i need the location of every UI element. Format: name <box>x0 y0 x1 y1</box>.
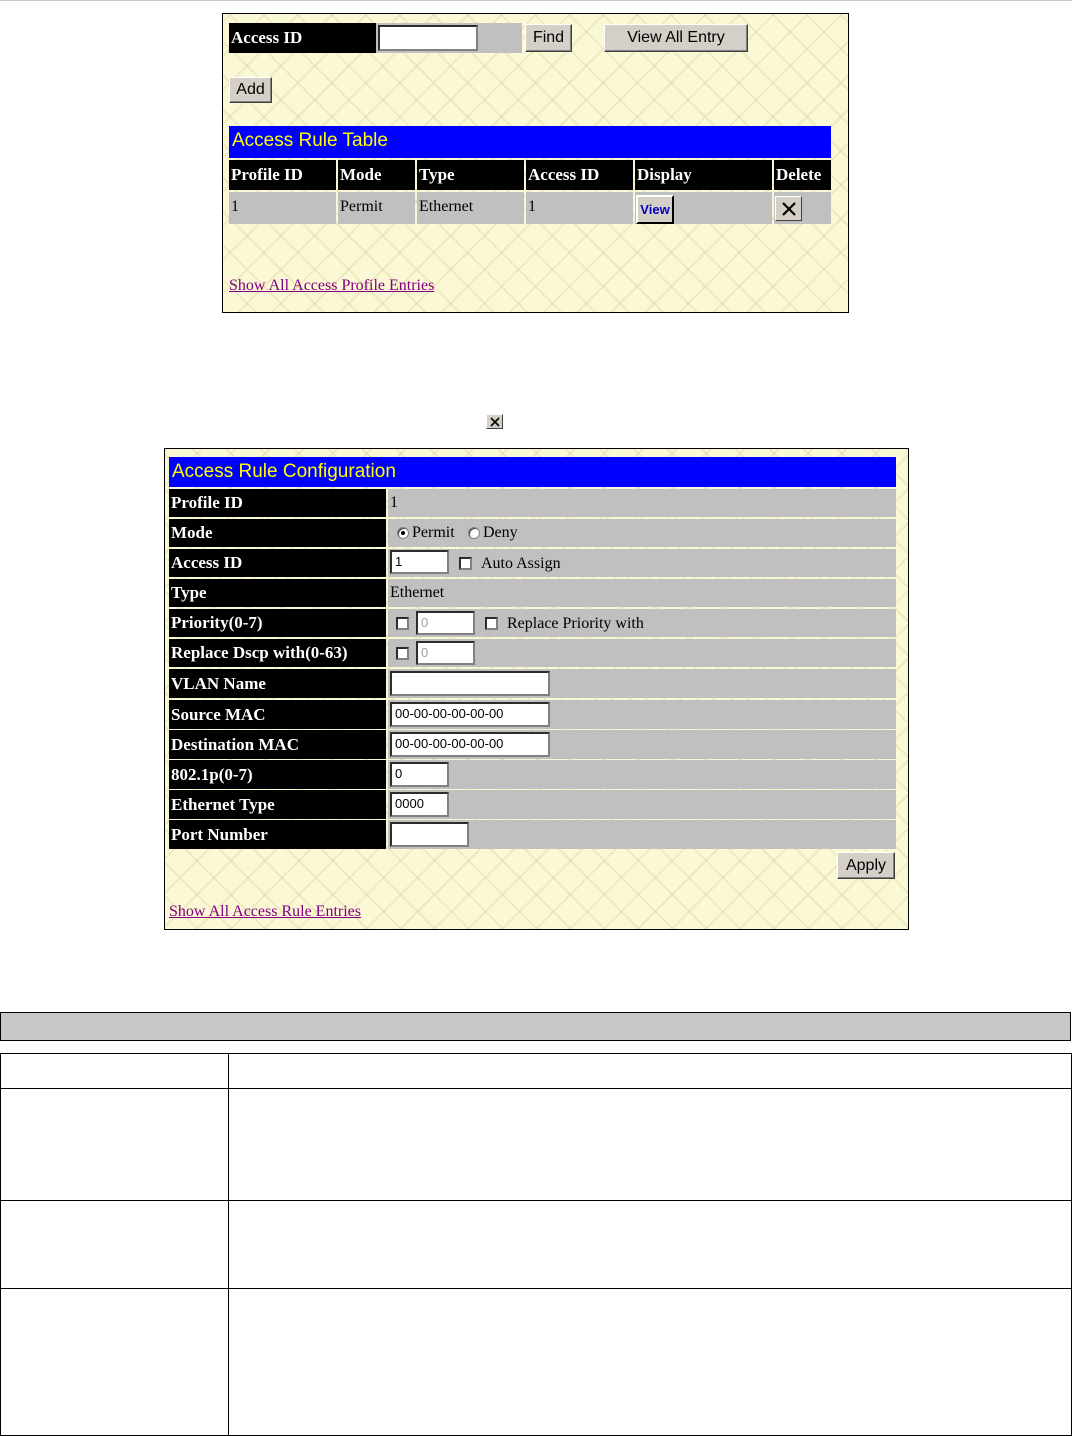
row-access-id: 1 <box>526 192 633 224</box>
desc-cell <box>1 1201 229 1288</box>
col-access-id: Access ID <box>526 160 633 190</box>
access-rule-configuration-panel <box>164 448 909 930</box>
auto-assign-label: Auto Assign <box>481 555 561 572</box>
desc-row <box>1 1089 1071 1201</box>
profile-id-label: Profile ID <box>169 489 386 517</box>
destination-mac-label: Destination MAC <box>169 730 386 759</box>
col-profile-id: Profile ID <box>229 160 336 190</box>
desc-row <box>1 1289 1071 1435</box>
priority-label: Priority(0-7) <box>169 609 386 637</box>
destination-mac-input[interactable]: 00-00-00-00-00-00 <box>390 732 550 757</box>
desc-cell <box>1 1089 229 1200</box>
replace-dscp-input[interactable]: 0 <box>416 641 475 665</box>
source-mac-input[interactable]: 00-00-00-00-00-00 <box>390 702 550 727</box>
desc-cell <box>1 1054 229 1088</box>
replace-dscp-checkbox[interactable] <box>396 647 409 660</box>
vlan-name-label: VLAN Name <box>169 669 386 698</box>
desc-cell <box>1 1289 229 1435</box>
find-button[interactable]: Find <box>525 24 572 52</box>
dot1p-input[interactable]: 0 <box>390 762 449 787</box>
priority-checkbox[interactable] <box>396 617 409 630</box>
ethernet-type-input[interactable]: 0000 <box>390 792 449 817</box>
replace-dscp-label: Replace Dscp with(0-63) <box>169 639 386 667</box>
col-mode: Mode <box>338 160 415 190</box>
delete-x-icon <box>781 201 797 217</box>
profile-id-value: 1 <box>388 489 896 517</box>
view-button[interactable]: View <box>636 195 674 224</box>
add-button[interactable]: Add <box>229 77 272 103</box>
priority-input[interactable]: 0 <box>416 611 475 635</box>
access-id-search-input[interactable] <box>378 25 478 51</box>
access-rule-table-title: Access Rule Table <box>229 126 831 158</box>
access-id-label-config: Access ID <box>169 549 386 577</box>
show-all-access-profile-entries-link[interactable]: Show All Access Profile Entries <box>229 277 435 294</box>
mode-cell <box>388 519 896 547</box>
dot1p-cell <box>388 760 896 789</box>
mode-deny-label: Deny <box>483 524 518 541</box>
close-x-icon <box>486 414 503 429</box>
access-rule-table-panel <box>222 13 849 313</box>
row-profile-id: 1 <box>229 192 336 224</box>
type-label: Type <box>169 579 386 607</box>
mode-label: Mode <box>169 519 386 547</box>
col-type: Type <box>417 160 524 190</box>
top-divider <box>0 0 1072 1</box>
mode-permit-radio[interactable] <box>397 527 409 539</box>
replace-priority-checkbox[interactable] <box>485 617 498 630</box>
view-all-entry-button[interactable]: View All Entry <box>604 24 748 52</box>
show-all-access-rule-entries-link[interactable]: Show All Access Rule Entries <box>169 903 361 920</box>
desc-header-row <box>1 1054 1071 1089</box>
access-id-label: Access ID <box>229 23 376 53</box>
port-number-input[interactable] <box>390 822 469 847</box>
mode-deny-radio[interactable] <box>468 527 480 539</box>
apply-button[interactable]: Apply <box>837 852 895 879</box>
replace-priority-label: Replace Priority with <box>507 615 644 632</box>
vlan-name-input[interactable] <box>390 671 550 696</box>
delete-button[interactable] <box>775 196 802 221</box>
col-display: Display <box>635 160 772 190</box>
type-value: Ethernet <box>388 579 896 607</box>
ethernet-type-label: Ethernet Type <box>169 790 386 819</box>
port-number-label: Port Number <box>169 820 386 849</box>
ethernet-type-cell <box>388 790 896 819</box>
row-mode: Permit <box>338 192 415 224</box>
access-rule-config-title: Access Rule Configuration <box>169 457 896 487</box>
parameter-description-table <box>0 1053 1072 1436</box>
section-header-bar <box>0 1012 1071 1041</box>
source-mac-label: Source MAC <box>169 700 386 729</box>
desc-row <box>1 1201 1071 1289</box>
dot1p-label: 802.1p(0-7) <box>169 760 386 789</box>
auto-assign-checkbox[interactable] <box>459 557 472 570</box>
mode-permit-label: Permit <box>412 524 455 541</box>
col-delete: Delete <box>774 160 831 190</box>
access-id-input[interactable]: 1 <box>390 550 449 574</box>
row-type: Ethernet <box>417 192 524 224</box>
